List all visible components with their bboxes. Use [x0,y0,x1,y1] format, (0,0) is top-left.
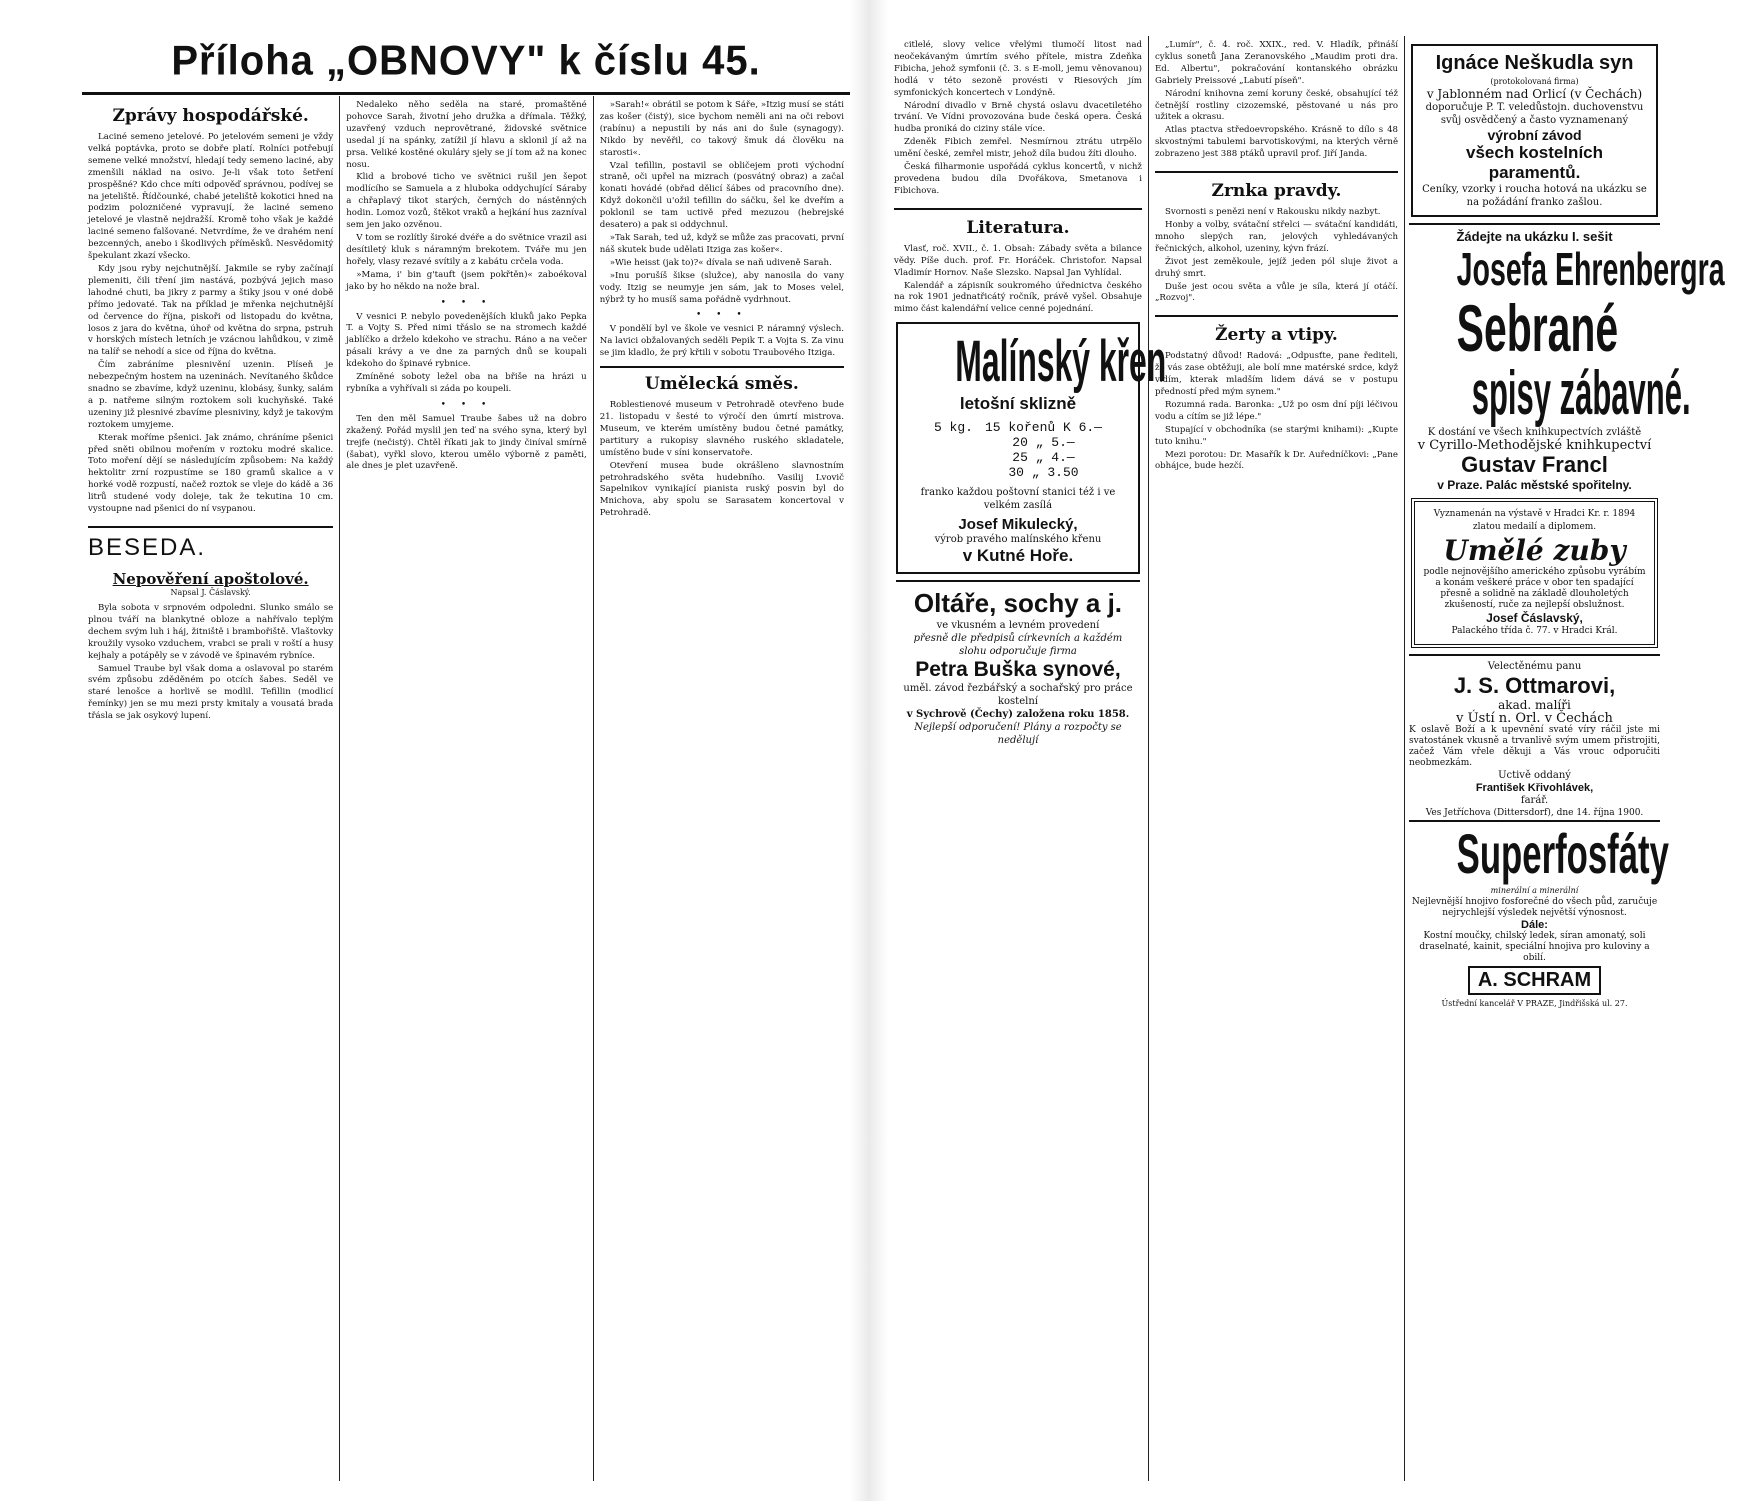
ad-umele-zuby [1411,498,1658,648]
ad-neskudla-product: všech kostelních paramentů. [1466,143,1604,182]
ad-ottmar-date: Ves Jetříchova (Dittersdorf), dne 14. října 1900. [1425,808,1644,818]
ad-zuby-addr: Palackého třída č. 77. v Hradci Král. [1451,626,1618,636]
price-qty [928,450,979,465]
aphorism: Honby a volby, svátační střelci — svátační kandidáti, mnoho slepých ran, jelových vyhledávaných řečnických, alkohol, uzeniny, kývn frází. [1154,219,1399,254]
right-page [888,30,1725,1481]
ad-oltare-desc: uměl. závod řezbářský a sochařský pro práce kostelní [903,683,1133,708]
aphorism: Život jest zeměkoule, jejíž jeden pól sluje život a druhý smrt. [1154,256,1399,279]
ad-ehrenberg-top: Žádejte na ukázku I. sešit [1456,229,1613,244]
ornament-divider: • • • [440,399,493,410]
ad-superfosfaty-office: Ústřední kancelář V PRAZE, Jindřišská ul. 27. [1441,999,1628,1008]
article-paragraph: Národní divadlo v Brně chystá oslavu dvacetiletého trvání. Ve Vídni provozována bude česká opera. Česká hudba proniká do ciziny stále více. [894,100,1142,135]
ad-zuby-title: Umělé zuby [1443,534,1626,567]
right-columns [888,36,1725,1481]
page-gutter [850,0,888,1501]
joke: Mezi porotou: Dr. Masařík k Dr. Auředníčkovi: „Pane obhájce, bude hezčí. [1154,449,1399,472]
price-value: 25 „ 4.— [1012,450,1075,466]
story-paragraph: Ten den měl Samuel Traube šabes už na dobro zkažený. Pořád myslil jen teď na svého syna, který byl trejfe (nečistý). Chtěl říkati jak to jindy činíval smírně (šabat), vyřkl slovo, kterou umělo výborně z paměti, ale dnes je plet uzavřeně. [346,413,587,472]
ad-ottmar-top: Velectěnému panu [1487,661,1582,672]
section-heading-zrnka: Zrnka pravdy. [1155,171,1398,201]
ad-ehrenberg-word2: spisy zábavné. [1471,359,1691,428]
ad-kren-subtitle: letošní sklizně [959,394,1077,414]
column-hospodarske [82,96,339,1481]
joke: Podstatný důvod! Radová: „Odpusťte, pane řediteli, že vás zase obtěžuji, ale bolí mne matérské srdce, když vidím, kterak mladším lidem dává se v postupu předností před mým synem." [1154,351,1399,398]
ad-zuby-owner: Josef Čáslavský, [1486,611,1583,625]
story-paragraph: Samuel Traube byl však doma a oslavoval po starém svém způsobu zděděném po otcích šabes. Seděl ve staré lenošce a horlivě se modlil. Tefillin (modlicí řemínky) jen se mu mezi prsty kmitaly a vousatá brada třásla se jak osykový lupení. [88,663,334,722]
ad-ehrenberg-shop: v Cyrillo-Methodějské knihkupectví [1417,438,1652,453]
ornament-divider: • • • [440,297,493,308]
ad-neskudla-price: Ceníky, vzorky i roucha hotová na ukázku se na požádání franko zašlou. [1422,184,1647,208]
ad-ottmar-title: akad. malíři [1498,698,1571,712]
story-paragraph: »Sarah!« obrátil se potom k Sáře, »Itzig musí se státi zas košer (čistý), sice bychom neměli ani na oči rebovi (rabínu) a nepustili by nás ani do šule (synagogy). Nikdo by nevěřil, co takový šmuk dá člověku na starosti«. [599,100,844,158]
price-qty: 5 kg. [933,420,973,436]
section-heading-literatura: Literatura. [894,208,1142,238]
ad-ehrenberg-word1: Sebrané [1456,291,1619,365]
ad-kren-title: Malínský křen [955,329,1167,395]
story-paragraph: Zmíněné soboty ležel oba na břiše na hrázi u rybníka a vyhřívali si záda po koupeli. [346,372,587,394]
column-story-continued [339,96,592,1481]
ad-oltare-title: Oltáře, sochy a j. [913,588,1123,619]
ad-malinsky-kren [896,322,1167,574]
price-value: 15 kořenů K 6.— [984,420,1102,436]
ad-kren-note: franko každou poštovní stanici též i ve velkém zasílá [920,487,1116,512]
article-paragraph: „Lumír", č. 4. roč. XXIX., red. V. Hladík, přináší cyklus sonetů Jana Zeranovského „Maudim proti dra. Ed. Albertu", pokračování kontanského obrázku Gabriely Preissové „Labutí píseň". [1154,40,1399,86]
ad-superfosfaty-dale: Dále: [1521,919,1548,931]
story-paragraph: V vesnici P. nebylo povedenějších kluků jako Pepka T. a Vojty S. Před nimi třáslo se na stromech každé jablíčko a drželo kdekoho ve strachu. Ráno a na večer pásali krávy a ve dne za parných dnů se koupali kdekoho do špinavé rybnice. [346,311,587,370]
joke: Stupající v obchodníka (se starými knihami): „Kupte tuto knihu." [1154,424,1399,447]
ad-kren-price-table [928,420,1108,480]
story-paragraph: Byla sobota v srpnovém odpoledni. Slunko smálo se plnou tváří na blankytné obloze a nahřívalo teplým dechem svým luh i háj, žitniště i brambořiště. Vlaštovky kroužily vysoko vzduchem, vrabci se prali v roští a husy kejhaly a potápěly se v závodě ve špinavém rybníce. [88,603,334,661]
ad-zuby-text: podle nejnovějšího amerického způsobu vyrábím a konám veškeré práce v obor ten spadající přesně a solidně na základě dlouholetých zkušeností, ruče za nejlepší obslužnost. [1423,567,1646,610]
aphorism: Duše jest ocou světa a vůle je síla, která jí otáčí. „Rozvoj". [1154,281,1399,304]
story-byline: Napsal J. Čáslavský. [170,588,251,597]
story-paragraph: »Mama, i' bin g'tauft (jsem pokřtěn)« zaboékoval jako by ho někdo na nože bral. [346,269,587,292]
ad-ehrenberg-name: Josefa Ehrenbergra [1456,243,1725,295]
ad-zuby-top: Vyznamenán na výstavě v Hradci Kr. r. 1894 zlatou medailí a diplomem. [1433,509,1636,532]
story-paragraph: »Tak Sarah, ted už, když se může zas pracovati, první náš skutek bude udělati Itziga zas košer«. [599,232,844,255]
ad-ottmar-place: v Ústí n. Orl. v Čechách [1456,711,1613,726]
left-columns [82,96,850,1481]
ad-oltare-sub: ve vkusném a levném provedení [936,620,1100,632]
story-paragraph: Klid a brobové ticho ve světnici rušil jen šepot modlícího se Samuela a z hluboka oddychující Sáraby a chřaplavý tikot starých, černých do nástěnných hodin. Lomoz vozů, štěkot vraků a hejkání hus zazníval sem jen jako ozvěnou. [346,172,587,231]
ad-ehrenberg-addr: v Praze. Palác městské spořitelny. [1437,478,1632,492]
ad-ottmar-sig: Uctivě oddaný [1498,770,1571,781]
price-qty [928,435,979,450]
ad-ottmar-text: K oslavě Boží a k upevnění svaté víry ráčil jste mi svatostánek vkusně a trvanlivě svým umem přistrojiti, začež Vám vřele děkuji a Vás vrouc odporučiti neobmezkám. [1409,725,1660,768]
ad-superfosfaty [1409,820,1669,1010]
ad-superfosfaty-title: Superfosfáty [1456,822,1669,885]
ad-superfosfaty-items: Kostní moučky, chilský ledek, síran amonatý, soli draselnaté, kainit, speciální hnojiva pro kuloviny a obilí. [1419,931,1650,963]
ad-ottmar-signer: František Křivohlávek, [1475,782,1594,794]
ad-superfosfaty-text: Nejlevnější hnojivo fosforečné do všech půd, zaručuje nejrychlejší výsledek největší výnosnost. [1411,897,1658,918]
article-paragraph: Česká filharmonie uspořádá cyklus koncertů, v nichž provedena budou díla Dvořákova, Smetanova i Fibichova. [894,162,1142,196]
ad-kren-name: Josef Mikulecký, [958,516,1078,534]
article-paragraph: citlelé, slovy velice vřelými tlumočí litost nad neočekávaným úmrtím svého přítele, mistra Zdeňka Fibicha, jehož symfonii (č. 3. s E-moll, jemu věnovanou) hodlá v této sezoně provésti v Riesových jím symfonických koncertech v Londýně. [894,40,1142,98]
price-row [928,435,1108,450]
ad-oltare-place: v Sychrově (Čechy) založena roku 1858. [906,709,1130,721]
article-paragraph: Kalendář a zápisník soukromého úřednictva českého na rok 1901 jednatřicátý ročník, právě vyšel. Obsahuje mimo část kalendářní velice cenné pojednání. [894,280,1142,315]
price-row [928,420,1108,435]
ad-kren-desc: výrob pravého malínského křenu [934,534,1102,546]
story-paragraph: »Inu porušíš šikse (služce), aby nanosila do vany vody. Itzig se neumyje jen sám, jak to Moses velel, nýbrž ty ho musíš sama pořádně vydrhnout. [599,270,844,305]
story-paragraph: »Wie heisst (jak to)?« dívala se naň udiveně Sarah. [609,257,832,268]
article-paragraph: Vlasť, roč. XVII., č. 1. Obsah: Zábady světa a bilance vědy. Píše duch. prof. Fr. Horáček. Christofor. Napsal Vladimír Hornov. Naše Slezsko. Napsal Jan Vyhlídal. [894,243,1142,278]
ad-ehrenberg-owner: Gustav Francl [1461,452,1608,477]
story-paragraph: Nedaleko něho seděla na staré, promaštěné pohovce Sarah, životní jeho družka a dřímala. Těžký, uzavřený vzduch neprovětrané, židovské světnice usedal jí na spánky, zatížil jí hlavu a sklonil jí až na prsa. Veliké kostěné okuláry sjely se jí tom až na konec nosu. [346,100,587,170]
ad-neskudla-factory: výrobní závod [1487,127,1582,143]
story-paragraph: V pondělí byl ve škole ve vesnici P. náramný výslech. Na lavici obžalovaných seděli Pepik T. a Vojta S. Za vinu se jim kladlo, že prý křtili v sobotu Traubového Itziga. [599,324,844,359]
price-qty [928,465,979,480]
aphorism: Svornosti s penězi není v Rakousku nikdy nazbyt. [1164,207,1381,218]
section-heading-umelecka: Umělecká směs. [600,366,844,394]
ad-neskudla-place: v Jablonném nad Orlicí (v Čechách) [1426,87,1643,101]
ad-superfosfaty-firm: A. SCHRAM [1468,966,1601,995]
story-title: Nepověření apoštolové. [112,570,309,588]
ad-oltare-note: přesně dle předpisů církevních a každém slohu odporučuje firma [913,633,1123,658]
ornament-divider: • • • [696,310,748,321]
article-paragraph: Otevření musea bude okrášleno slavnostním petrohradského světa hudebního. Vasilij Lvovič Sapelnikov vynikající pianista ruský posvin byl do Mnichova, aby spolu se Sarasatem koncertoval v Petrohradě. [599,460,844,519]
story-paragraph: Vzal tefillin, postavil se obličejem proti východní straně, oči upřel na mizrach (posvátný obraz) a začal konati hovádé (obřad dělicí šábes od pracovního dne). Když dokončil u'ožil tefillin do sáčku, šel ke dveřím a poklonil se tam uctivě před mezuzou (hebrejské desatero) a pak si oddychnul. [599,160,844,231]
price-value: 20 „ 5.— [1012,435,1075,451]
masthead: Příloha „OBNOVY" k číslu 45. [171,37,761,84]
ad-kren-city: v Kutné Hoře. [962,546,1074,566]
ad-neskudla-sub: (protokolovaná firma) [1490,77,1579,86]
ad-ottmar-name: J. S. Ottmarovi, [1453,673,1616,698]
column-story-end [593,96,850,1481]
section-heading-zerty: Žerty a vtipy. [1155,315,1398,345]
article-paragraph: Čím zabráníme plesnivění uzenin. Plíseň je nebezpečným hostem na uzeninách. Nevítaného škůdce snadno se zbavíme, když uzeninu, klobásy, šunky, salám a p. natřeme silným roztokem soli kuchyňské. Také uzeniny již plesnivé zbavíme plesniviny, když je takovým roztokem umyjeme. [88,360,334,430]
ad-neskudla-title: Ignáce Neškudla syn [1435,52,1634,74]
ad-ehrenberg [1409,223,1725,492]
ad-neskudla-note: doporučuje P. T. veledůstojn. duchovenstvu svůj osvědčený a často vyznamenaný [1425,102,1644,126]
joke: Rozumná rada. Baronka: „Už po osm dní píji léčivou vodu a cítím se již lépe." [1154,399,1399,422]
price-row [928,465,1108,480]
ad-ehrenberg-dist: K dostání ve všech knihkupectvích zvláště [1427,427,1642,438]
article-paragraph: Zdeněk Fibich zemřel. Nesmírnou ztrátu utrpělo umění české, zemřel mistr, jehož díla budou žíti dlouho. [894,137,1142,160]
ad-oltare [896,580,1140,753]
article-paragraph: Kterak moříme pšenici. Jak známo, chráníme pšenici před sněti obilnou mořením v roztoku modré skalice. Toto moření dějí se následujícím způsobem: Na každý hektolitr zrní rozpustíme se 180 gramů skalice a v horké vodě rozpustí, načež roztok se vleje do kádě a 36 litrů studené vody doleje, tak že tekutina 10 cm. vystoupne nad pšenici do ní vsypanou. [88,432,334,515]
article-paragraph: Laciné semeno jetelové. Po jetelovém semeni je vždy velká poptávka, proto se dobře platí. Rolníci potřebují semene velké množství, hledají tedy semeno laciné, aby zmenšili náklad na osivo. Je-li však toto šetření prospěšné? Kdo chce míti odpověď správnou, podívej se na jeteliště. Řídčounké, chabé jeteliště kokotici hned na podzim polozničené vypravují, že laciné semeno jetelové je vlastně nejdražší. Kromě toho však je každé laciné semeno falšované. Netvrdíme, že ve drahém není bezcenných, anebo i škodlivých příměsků. Nesvědomitý špekulant zkazí všecko. [88,132,334,262]
article-paragraph: Roblestienové museum v Petrohradě otevřeno bude 21. listopadu v šesté to výročí den úmrtí mistrova. Museum, ve kterém umístěny budou četné památky, partitury a rukopisy slavného ruského skladatele, umístěno bude v síni konservatoře. [599,400,844,458]
price-row [928,450,1108,465]
ad-neskudla [1411,44,1658,217]
ad-ottmar-role: farář. [1520,795,1549,806]
column-music-literature [888,36,1167,1481]
section-heading-beseda: BESEDA. [88,526,333,562]
article-paragraph: Atlas ptactva středoevropského. Krásně to dílo s 48 skvostnými tabulemi barvotiskovými, na kterých věrně zobrazeno jest 388 ptáků upravil prof. Jiří Janda. [1154,125,1399,160]
article-paragraph: Národní knihovna zemí koruny české, obsahující též četnější rostliny cizozemské, pěstované u nás pro užitek a okrasu. [1154,88,1399,123]
left-page [82,30,850,1481]
column-lumir-zrnka-zerty [1148,36,1404,1481]
ad-superfosfaty-sub: minerální a minerální [1490,886,1579,895]
article-paragraph: Kdy jsou ryby nejchutnější. Jakmile se ryby začínají plemeniti, čili tření jim nastává, pozbývá jejich maso lahodné chuti, ba jikry z parmy a štiky jsou v oné době přímo jedovaté. Tak na příklad je mřenka nejchutnější od července do října, piskoři od listopadu do května, losos z jara do května, úhoř od května do srpna, pstruh v horských místech letních je vzácnou lahůdkou, v zimě na talíř se nehodí a sice od října do května. [88,263,334,358]
column-advertisements [1404,36,1725,1481]
price-value: 30 „ 3.50 [1008,465,1079,481]
ad-oltare-firm: Petra Buška synové, [915,658,1121,682]
ad-oltare-foot: Nejlepší odporučení! Plány a rozpočty se nedělují [914,722,1122,747]
ad-ottmar [1409,654,1660,820]
section-heading-hospodarske: Zprávy hospodářské. [112,106,309,126]
story-paragraph: V tom se rozlítly široké dvéře a do světnice vrazil asi desítiletý kluk s náramným brekotem. Tváře mu jen hořely, vlasy rezavé svítily a z kabátu crčela voda. [346,232,587,267]
